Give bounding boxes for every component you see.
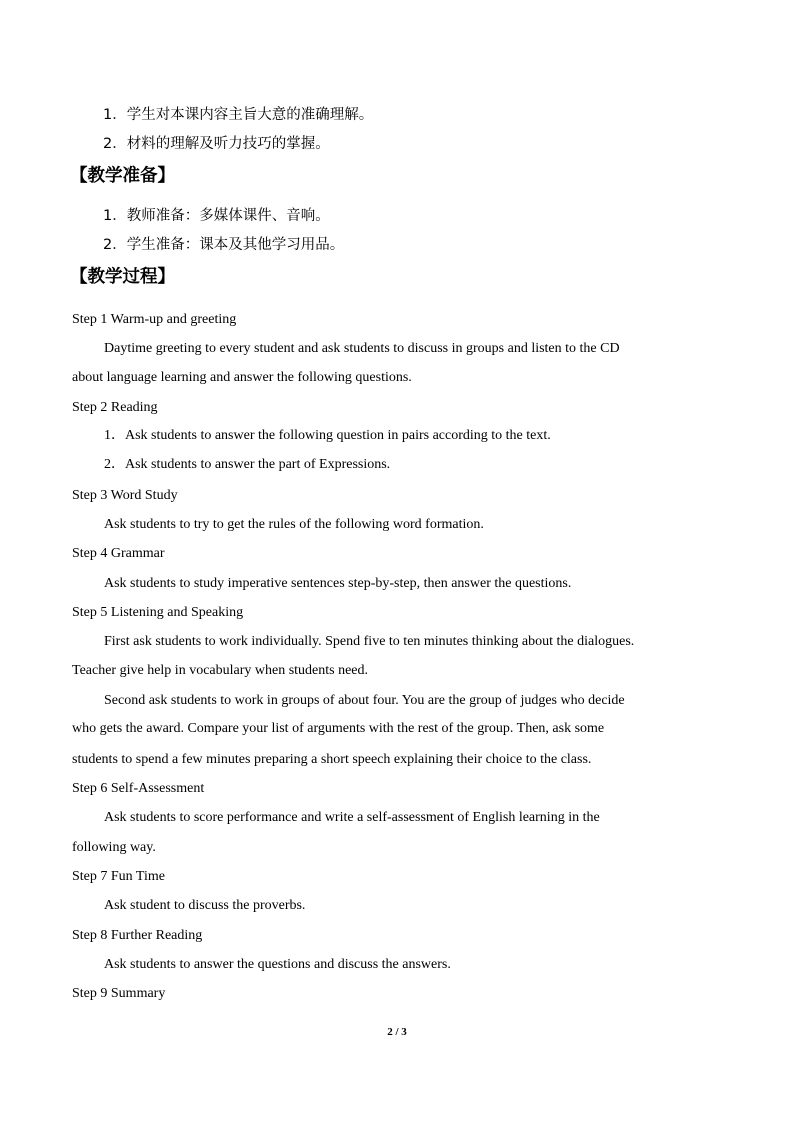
step-9-title: Step 9 Summary bbox=[72, 986, 166, 1001]
step-2-item-2: 2．Ask students to answer the part of Expressions. bbox=[104, 457, 391, 472]
step-6-title: Step 6 Self-Assessment bbox=[72, 781, 205, 796]
step-2-title: Step 2 Reading bbox=[72, 400, 158, 415]
preparation-item-1: 1．教师准备：多媒体课件、音响。 bbox=[103, 208, 330, 224]
step-5-paragraph-1-line-2: Teacher give help in vocabulary when students need. bbox=[72, 663, 369, 678]
step-2-item-1: 1．Ask students to answer the following question in pairs according to the text. bbox=[104, 428, 551, 443]
step-8-title: Step 8 Further Reading bbox=[72, 928, 203, 943]
step-3-title: Step 3 Word Study bbox=[72, 488, 178, 503]
step-8-paragraph: Ask students to answer the questions and discuss the answers. bbox=[104, 957, 451, 972]
step-5-paragraph-1-line-1: First ask students to work individually. Spend five to ten minutes thinking about the dialogues. bbox=[104, 634, 635, 649]
step-6-paragraph-line-2: following way. bbox=[72, 840, 156, 855]
step-5-paragraph-2-line-3: students to spend a few minutes preparing a short speech explaining their choice to the class. bbox=[72, 752, 592, 767]
step-5-title: Step 5 Listening and Speaking bbox=[72, 605, 244, 620]
step-3-paragraph: Ask students to try to get the rules of the following word formation. bbox=[104, 517, 484, 532]
step-1-paragraph-line-1: Daytime greeting to every student and ask students to discuss in groups and listen to the CD bbox=[104, 341, 620, 356]
page-number: 2 / 3 bbox=[387, 1026, 407, 1038]
objective-item-2: 2．材料的理解及听力技巧的掌握。 bbox=[103, 136, 330, 152]
step-5-paragraph-2-line-2: who gets the award. Compare your list of arguments with the rest of the group. Then, ask some bbox=[72, 721, 605, 736]
step-5-paragraph-2-line-1: Second ask students to work in groups of about four. You are the group of judges who decide bbox=[104, 693, 625, 708]
step-4-title: Step 4 Grammar bbox=[72, 546, 165, 561]
preparation-heading: 【教学准备】 bbox=[70, 166, 175, 186]
objective-item-1: 1．学生对本课内容主旨大意的准确理解。 bbox=[103, 107, 374, 123]
step-1-title: Step 1 Warm-up and greeting bbox=[72, 312, 237, 327]
step-6-paragraph-line-1: Ask students to score performance and write a self-assessment of English learning in the bbox=[104, 810, 600, 825]
step-1-paragraph-line-2: about language learning and answer the following questions. bbox=[72, 370, 412, 385]
preparation-item-2: 2．学生准备：课本及其他学习用品。 bbox=[103, 237, 345, 253]
step-7-paragraph: Ask student to discuss the proverbs. bbox=[104, 898, 306, 913]
step-7-title: Step 7 Fun Time bbox=[72, 869, 165, 884]
process-heading: 【教学过程】 bbox=[70, 267, 175, 287]
step-4-paragraph: Ask students to study imperative sentences step-by-step, then answer the questions. bbox=[104, 576, 572, 591]
